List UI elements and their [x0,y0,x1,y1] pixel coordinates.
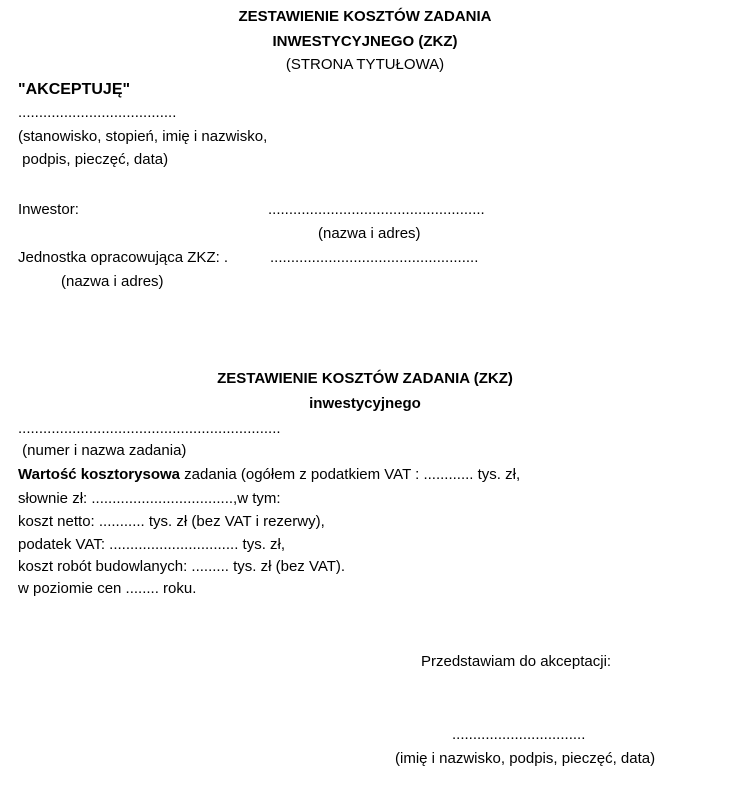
signature-dots: ................................ [452,726,586,743]
accept-hint-line1: (stanowisko, stopień, imię i nazwisko, [18,128,268,145]
net-cost-line: koszt netto: ........... tys. zł (bez VAT i rezerwy), [18,513,325,530]
accept-label: "AKCEPTUJĘ" [18,81,131,98]
value-bold-label: Wartość kosztorysowa [18,466,180,483]
summary-heading-line1: ZESTAWIENIE KOSZTÓW ZADANIA (ZKZ) [217,370,513,387]
title-heading-line1: ZESTAWIENIE KOSZTÓW ZADANIA [238,8,492,25]
value-rest: zadania (ogółem z podatkiem VAT : ............ tys. zł, [180,466,521,483]
investor-dots: .................................................... [268,201,485,218]
construction-cost-line: koszt robót budowlanych: ......... tys. zł (bez VAT). [18,558,346,575]
investor-hint: (nazwa i adres) [318,225,421,242]
accept-signature-line: ...................................... [18,104,177,121]
present-label: Przedstawiam do akceptacji: [421,653,612,670]
summary-heading-line2: inwestycyjnego [309,395,421,412]
task-hint: (numer i nazwa zadania) [18,442,187,459]
words-line: słownie zł: ..................................,w tym: [18,490,281,507]
vat-line: podatek VAT: ............................... tys. zł, [18,536,286,553]
unit-label: Jednostka opracowująca ZKZ: . [18,249,229,266]
unit-dots: .................................................. [270,249,479,266]
title-heading-line3: (STRONA TYTUŁOWA) [285,56,445,73]
unit-hint: (nazwa i adres) [61,273,164,290]
task-dots: ............................................................... [18,420,281,437]
value-line [18,466,520,485]
accept-hint-line2: podpis, pieczęć, data) [18,151,169,168]
price-level-line: w poziomie cen ........ roku. [18,580,197,597]
signature-hint: (imię i nazwisko, podpis, pieczęć, data) [395,750,656,767]
investor-label: Inwestor: [18,201,79,218]
title-heading-line2: INWESTYCYJNEGO (ZKZ) [272,33,458,50]
